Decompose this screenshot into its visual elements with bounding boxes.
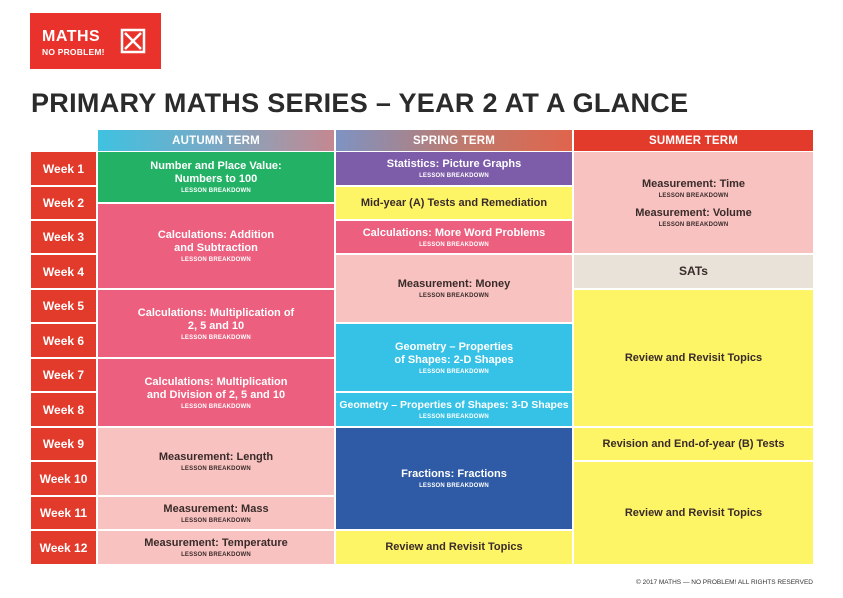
spring-topic-money[interactable] xyxy=(336,255,572,322)
lesson-breakdown-link[interactable]: LESSON BREAKDOWN xyxy=(658,221,729,228)
week-label: Week 3 xyxy=(31,221,96,253)
spring-term-header: SPRING TERM xyxy=(336,130,572,151)
summer-topic-end-of-year-tests[interactable] xyxy=(574,428,813,460)
topic-title: Calculations: Addition and Subtraction xyxy=(157,229,275,254)
week-label: Week 9 xyxy=(31,428,96,460)
topic-title: Measurement: Time xyxy=(641,177,746,190)
lesson-breakdown-link[interactable]: LESSON BREAKDOWN xyxy=(419,483,489,489)
topic-title: Mid-year (A) Tests and Remediation xyxy=(360,196,548,209)
brand-logo xyxy=(30,13,161,69)
topic-title: Calculations: Multiplication of 2, 5 and 10 xyxy=(137,306,295,332)
lesson-breakdown-link[interactable]: LESSON BREAKDOWN xyxy=(181,334,251,341)
logo-line-2: NO PROBLEM! xyxy=(42,47,105,57)
lesson-breakdown-link[interactable]: LESSON BREAKDOWN xyxy=(181,552,251,558)
spring-topic-fractions[interactable] xyxy=(336,428,572,529)
autumn-term-header: AUTUMN TERM xyxy=(98,130,334,151)
logo-line-1: MATHS xyxy=(42,28,101,45)
topic-title: Measurement: Length xyxy=(158,451,274,463)
topic-title: Geometry – Properties of Shapes: 3-D Shapes xyxy=(339,399,569,411)
lesson-breakdown-link[interactable]: LESSON BREAKDOWN xyxy=(419,173,489,179)
week-label: Week 4 xyxy=(31,255,96,288)
lesson-breakdown-link[interactable]: LESSON BREAKDOWN xyxy=(419,241,489,248)
topic-title: Calculations: Multiplication and Division of 2, 5 and 10 xyxy=(144,375,288,401)
lesson-breakdown-link[interactable]: LESSON BREAKDOWN xyxy=(181,517,251,524)
page-title: PRIMARY MATHS SERIES – YEAR 2 AT A GLANCE xyxy=(31,88,689,118)
autumn-topic-temperature[interactable] xyxy=(98,531,334,564)
topic-title: Review and Revisit Topics xyxy=(385,541,523,553)
summer-topic-review-2[interactable] xyxy=(574,462,813,564)
spring-topic-2d-shapes[interactable] xyxy=(336,324,572,391)
topic-title: SATs xyxy=(679,264,708,278)
autumn-topic-mass[interactable] xyxy=(98,497,334,529)
topic-title: Geometry – Properties of Shapes: 2-D Shapes xyxy=(394,340,514,366)
week-label: Week 10 xyxy=(31,462,96,495)
topic-title: Statistics: Picture Graphs xyxy=(386,158,522,170)
week-label: Week 2 xyxy=(31,187,96,219)
summer-term-header: SUMMER TERM xyxy=(574,130,813,151)
week-label: Week 1 xyxy=(31,152,96,185)
autumn-topic-addition-subtraction[interactable] xyxy=(98,204,334,288)
summer-topic-review-1[interactable] xyxy=(574,290,813,426)
week-label: Week 5 xyxy=(31,290,96,322)
lesson-breakdown-link[interactable]: LESSON BREAKDOWN xyxy=(419,293,489,299)
week-label: Week 11 xyxy=(31,497,96,529)
topic-title: Calculations: More Word Problems xyxy=(362,226,546,239)
spring-topic-midyear-tests[interactable] xyxy=(336,187,572,219)
spring-topic-review[interactable] xyxy=(336,531,572,564)
topic-title: Number and Place Value: Numbers to 100 xyxy=(150,160,282,185)
topic-title: Revision and End-of-year (B) Tests xyxy=(602,437,785,450)
lesson-breakdown-link[interactable]: LESSON BREAKDOWN xyxy=(181,403,251,410)
lesson-breakdown-link[interactable]: LESSON BREAKDOWN xyxy=(181,257,251,263)
lesson-breakdown-link[interactable]: LESSON BREAKDOWN xyxy=(419,414,489,420)
topic-title: Review and Revisit Topics xyxy=(624,506,763,519)
summer-topic-time-volume[interactable] xyxy=(574,152,813,253)
week-label: Week 6 xyxy=(31,324,96,357)
lesson-breakdown-link[interactable]: LESSON BREAKDOWN xyxy=(419,368,489,375)
topic-title: Measurement: Volume xyxy=(635,206,752,219)
week-label: Week 8 xyxy=(31,393,96,426)
summer-topic-sats[interactable] xyxy=(574,255,813,288)
autumn-topic-place-value[interactable] xyxy=(98,152,334,202)
autumn-topic-multiplication[interactable] xyxy=(98,290,334,357)
topic-title: Fractions: Fractions xyxy=(401,468,507,480)
week-label: Week 12 xyxy=(31,531,96,564)
autumn-topic-length[interactable] xyxy=(98,428,334,495)
topic-title: Measurement: Money xyxy=(397,278,511,290)
spring-topic-picture-graphs[interactable] xyxy=(336,152,572,185)
week-label: Week 7 xyxy=(31,359,96,391)
copyright-footer: © 2017 MATHS — NO PROBLEM! ALL RIGHTS RESERVED xyxy=(636,579,813,586)
logo-cross-box-icon xyxy=(120,28,146,54)
lesson-breakdown-link[interactable]: LESSON BREAKDOWN xyxy=(658,192,729,199)
spring-topic-3d-shapes[interactable] xyxy=(336,393,572,426)
spring-topic-word-problems[interactable] xyxy=(336,221,572,253)
autumn-topic-multiplication-division[interactable] xyxy=(98,359,334,426)
lesson-breakdown-link[interactable]: LESSON BREAKDOWN xyxy=(181,188,251,194)
lesson-breakdown-link[interactable]: LESSON BREAKDOWN xyxy=(181,466,251,472)
topic-title: Measurement: Temperature xyxy=(144,537,288,549)
topic-title: Measurement: Mass xyxy=(163,502,269,515)
topic-title: Review and Revisit Topics xyxy=(624,351,763,364)
